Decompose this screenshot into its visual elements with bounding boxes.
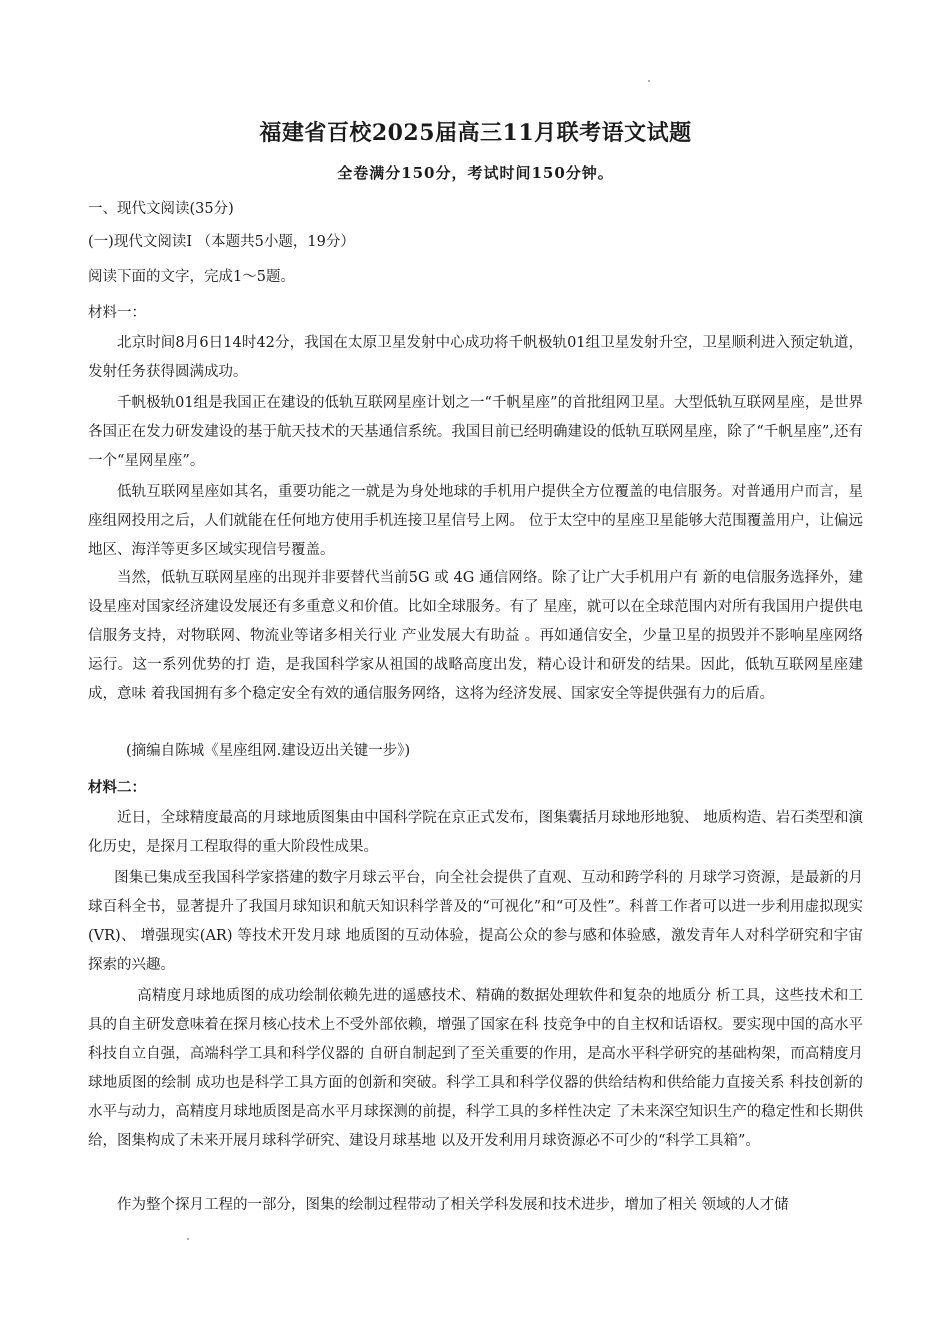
sub-section-heading: (一)现代文阅读Ⅰ （本题共5小题，19分） [88,234,355,250]
reading-instruction: 阅读下面的文字，完成1～5题。 [88,269,295,285]
material2-paragraph: 近日，全球精度最高的月球地质图集由中国科学院在京正式发布，图集囊括月球地形地貌、 地质构造、岩石类型和演化历史，是探月工程取得的重大阶段性成果。 [88,810,863,855]
material1-paragraph: 千帆极轨01组是我国正在建设的低轨互联网星座计划之一“千帆星座”的首批组网卫星。大型低轨互联网星座，是世界各国正在发力研发建设的基于航天技术的天基通信系统。我国目前已经明确建设的低轨互联网星座，除了“千帆星座”,还有一个“星网星座”。 [88,395,863,469]
scan-dot-bottom [187,1238,189,1240]
material1-paragraph: 低轨互联网星座如其名，重要功能之一就是为身处地球的手机用户提供全方位覆盖的电信服务。对普通用户而言，星座组网投用之后，人们就能在任何地方使用手机连接卫星信号上网。 位于太空中的星座卫星能够大范围覆盖用户，让偏远地区、海洋等更多区域实现信号覆盖。 [88,484,863,558]
material2-paragraph: 高精度月球地质图的成功绘制依赖先进的遥感技术、精确的数据处理软件和复杂的地质分 析工具，这些技术和工具的自主研发意味着在探月核心技术上不受外部依赖，增强了国家在科 技竞争中的自主权和话语权。要实现中国的高水平科技自立自强，高端科学工具和科学仪器的 自研自制起到了至关重要的作用，是高水平科学研究的基础构架，而高精度月球地质图的绘制 成功也是科学工具方面的创新和突破。科学工具和科学仪器的供给结构和供给能力直接关系 科技创新的水平与动力，高精度月球地质图是高水平月球探测的前提，科学工具的多样性决定 了未来深空知识生产的稳定性和长期供给，图集构成了未来开展月球科学研究、建设月球基地 以及开发利用月球资源必不可少的“科学工具箱”。 [88,988,863,1149]
material1-source: (摘编自陈城《星座组网.建设迈出关键一步》) [126,743,411,759]
material2-paragraph: 作为整个探月工程的一部分，图集的绘制过程带动了相关学科发展和技术进步，增加了相关 领域的人才储 [117,1197,789,1213]
page-title: 福建省百校2025届高三11月联考语文试题 [259,120,692,146]
material1-label: 材料一： [88,305,146,321]
material2-paragraph: 图集已集成至我国科学家搭建的数字月球云平台，向全社会提供了直观、互动和跨学科的 月球学习资源，是最新的月球百科全书，显著提升了我国月球知识和航天知识科学普及的“可视化”和“可及性”。科普工作者可以进一步利用虚拟现实(VR)、 增强现实(AR) 等技术开发月球 地质图的互动体验，提高公众的参与感和体验感，激发青年人对科学研究和宇宙探索的兴趣。 [88,870,863,973]
material1-paragraph: 当然，低轨互联网星座的出现并非要替代当前5G 或 4G 通信网络。除了让广大手机用户有 新的电信服务选择外，建设星座对国家经济建设发展还有多重意义和价值。比如全球服务。有了 星座，就可以在全球范围内对所有我国用户提供电信服务支持，对物联网、物流业等诸多相关行业 产业发展大有助益 。再如通信安全，少量卫星的损毁并不影响星座网络运行。这一系列优势的打 造，是我国科学家从祖国的战略高度出发，精心设计和研发的结果。因此，低轨互联网星座建成，意味 着我国拥有多个稳定安全有效的通信服务网络，这将为经济发展、国家安全等提供强有力的后盾。 [88,570,863,702]
scan-dot-top [648,80,650,82]
material2-label: 材料二： [88,779,146,796]
material1-paragraph: 北京时间8月6日14时42分，我国在太原卫星发射中心成功将千帆极轨01组卫星发射升空，卫星顺利进入预定轨道，发射任务获得圆满成功。 [88,335,863,380]
section-heading: 一、现代文阅读(35分) [88,201,234,217]
page-subtitle: 全卷满分150分，考试时间150分钟。 [337,164,614,182]
